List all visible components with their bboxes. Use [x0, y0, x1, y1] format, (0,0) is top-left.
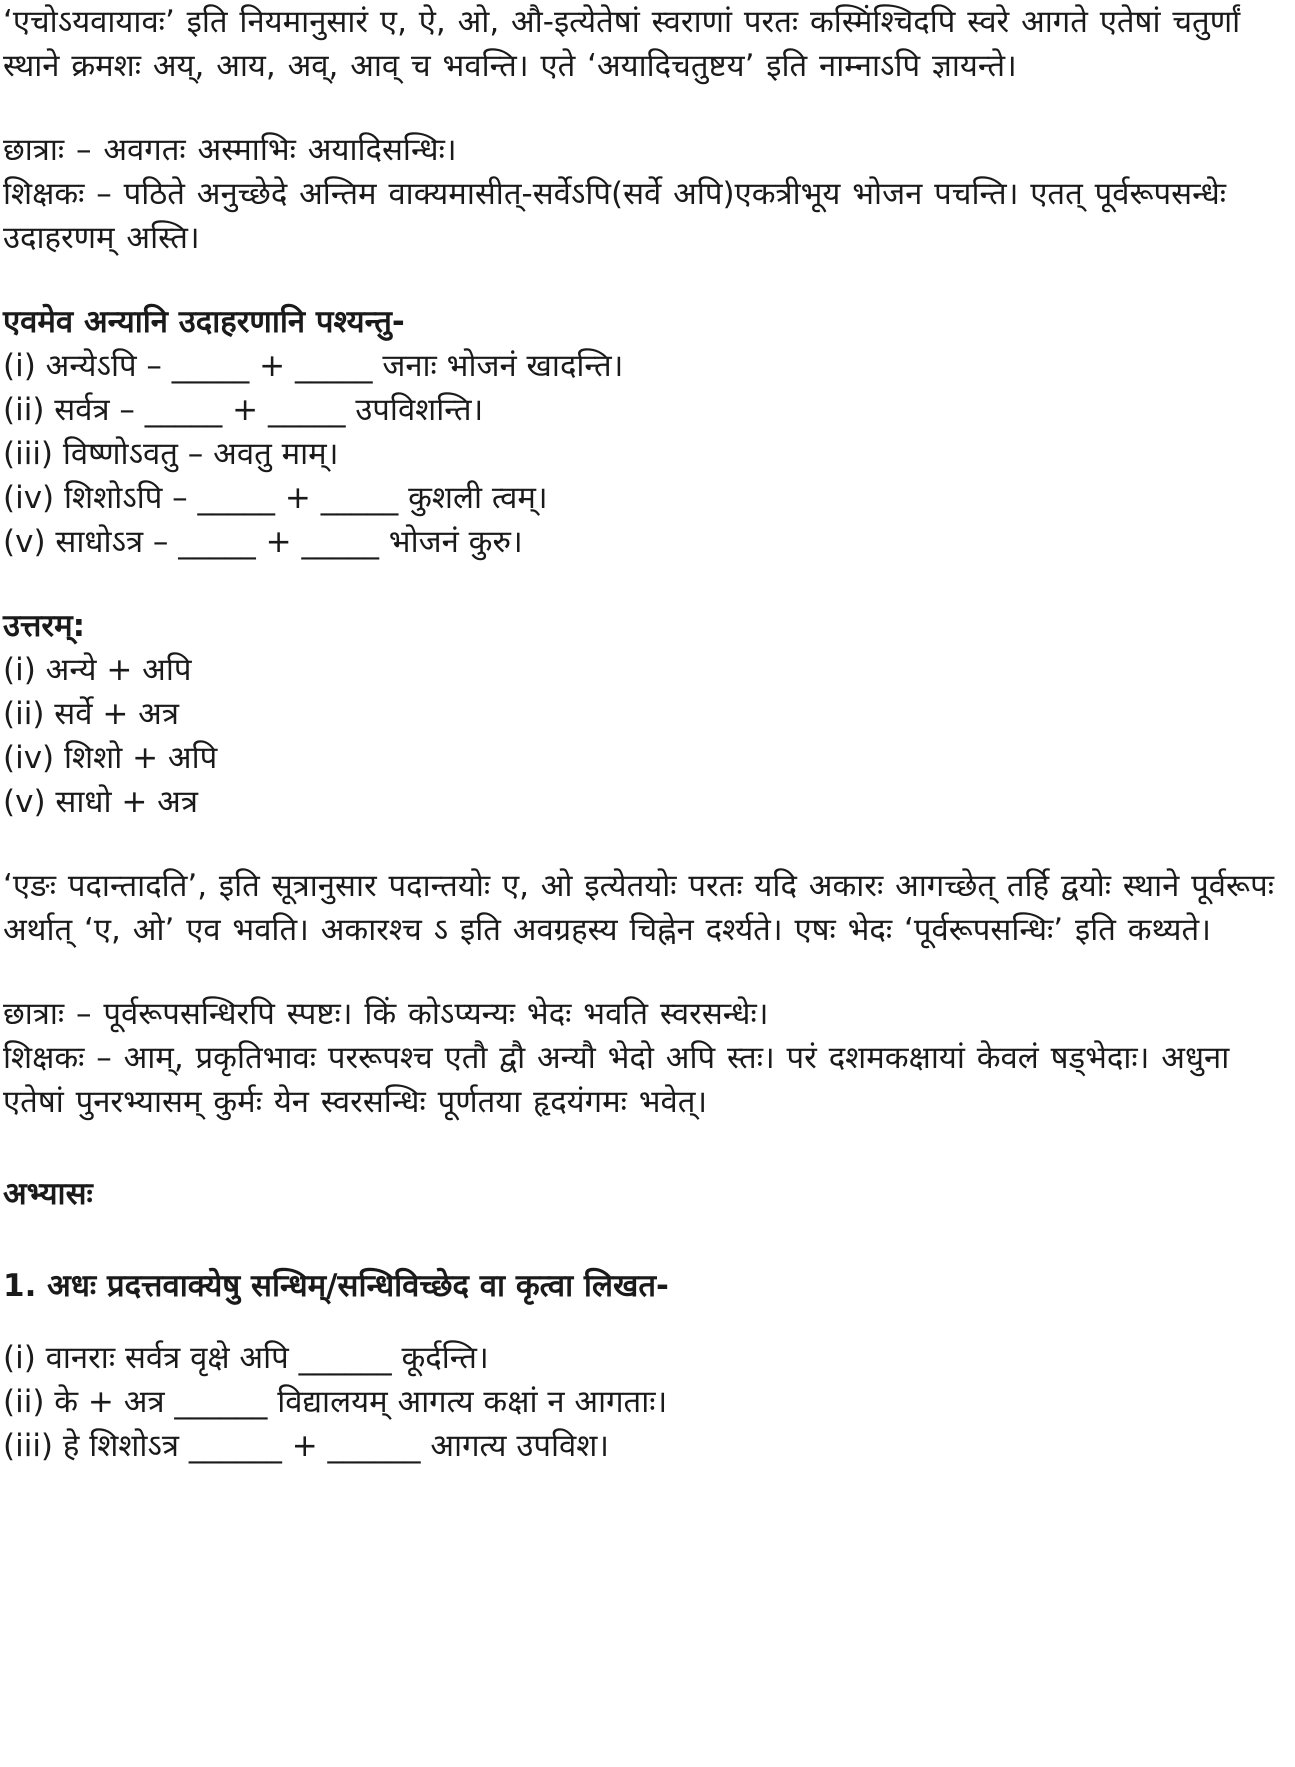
exercise-question: 1. अधः प्रदत्तवाक्येषु सन्धिम्/सन्धिविच्छेद वा कृत्वा लिखत- [3, 1268, 669, 1304]
exercise-item: (iii) हे शिशोऽत्र ______ + ______ आगत्य उपविश। [3, 1428, 610, 1464]
exercise-item: (i) वानराः सर्वत्र वृक्षे अपि ______ कूर्दन्ति। [3, 1340, 489, 1376]
answer-item: (i) अन्ये + अपि [3, 652, 192, 688]
example-item: (iii) विष्णोऽवतु – अवतु माम्। [3, 436, 339, 472]
teacher-line-2: शिक्षकः – आम्, प्रकृतिभावः पररूपश्च एतौ द्वौ अन्यौ भेदो अपि स्तः। परं दशमकक्षायां केवलं षड्भेदाः। अधुना एतेषां पुनरभ्यासम् कुर्मः येन स्वरसन्धिः पूर्णतया हृदयंगमः भवेत्। [3, 1040, 1230, 1120]
answer-heading: उत्तरम्: [3, 608, 86, 644]
example-item: (iv) शिशोऽपि – _____ + _____ कुशली त्वम्। [3, 480, 548, 516]
exercise-item: (ii) के + अत्र ______ विद्यालयम् आगत्य कक्षां न आगताः। [3, 1384, 668, 1420]
examples-heading: एवमेव अन्यानि उदाहरणानि पश्यन्तु- [3, 304, 405, 340]
example-item: (i) अन्येऽपि – _____ + _____ जनाः भोजनं खादन्ति। [3, 348, 624, 384]
rule-paragraph: ‘एङः पदान्तादति’, इति सूत्रानुसार पदान्तयोः ए, ओ इत्येतयोः परतः यदि अकारः आगच्छेत् तर्हि द्वयोः स्थाने पूर्वरूपः अर्थात् ‘ए, ओ’ एव भवति। अकारश्च ऽ इति अवग्रहस्य चिह्नेन दर्श्यते। एषः भेदः ‘पूर्वरूपसन्धिः’ इति कथ्यते। [3, 868, 1274, 948]
document-page [3, 0, 1288, 1468]
intro-paragraph: ‘एचोऽयवायावः’ इति नियमानुसारं ए, ऐ, ओ, औ-इत्येतेषां स्वराणां परतः कस्मिंश्चिदपि स्वरे आगते एतेषां चतुर्णां स्थाने क्रमशः अय्, आय, अव्, आव् च भवन्ति। एते ‘अयादिचतुष्टय’ इति नाम्नाऽपि ज्ञायन्ते। [3, 4, 1241, 84]
answer-item: (v) साधो + अत्र [3, 784, 198, 820]
exercise-heading: अभ्यासः [3, 1176, 93, 1212]
teacher-line-1: शिक्षकः – पठिते अनुच्छेदे अन्तिम वाक्यमासीत्-सर्वेऽपि(सर्वे अपि)एकत्रीभूय भोजन पचन्ति। एतत् पूर्वरूपसन्धेः उदाहरणम् अस्ति। [3, 176, 1227, 256]
example-item: (ii) सर्वत्र – _____ + _____ उपविशन्ति। [3, 392, 484, 428]
example-item: (v) साधोऽत्र – _____ + _____ भोजनं कुरु। [3, 524, 523, 560]
answer-item: (iv) शिशो + अपि [3, 740, 218, 776]
student-line-2: छात्राः – पूर्वरूपसन्धिरपि स्पष्टः। किं कोऽप्यन्यः भेदः भवति स्वरसन्धेः। [3, 996, 769, 1032]
answer-item: (ii) सर्वे + अत्र [3, 696, 179, 732]
student-line-1: छात्राः – अवगतः अस्माभिः अयादिसन्धिः। [3, 132, 457, 168]
